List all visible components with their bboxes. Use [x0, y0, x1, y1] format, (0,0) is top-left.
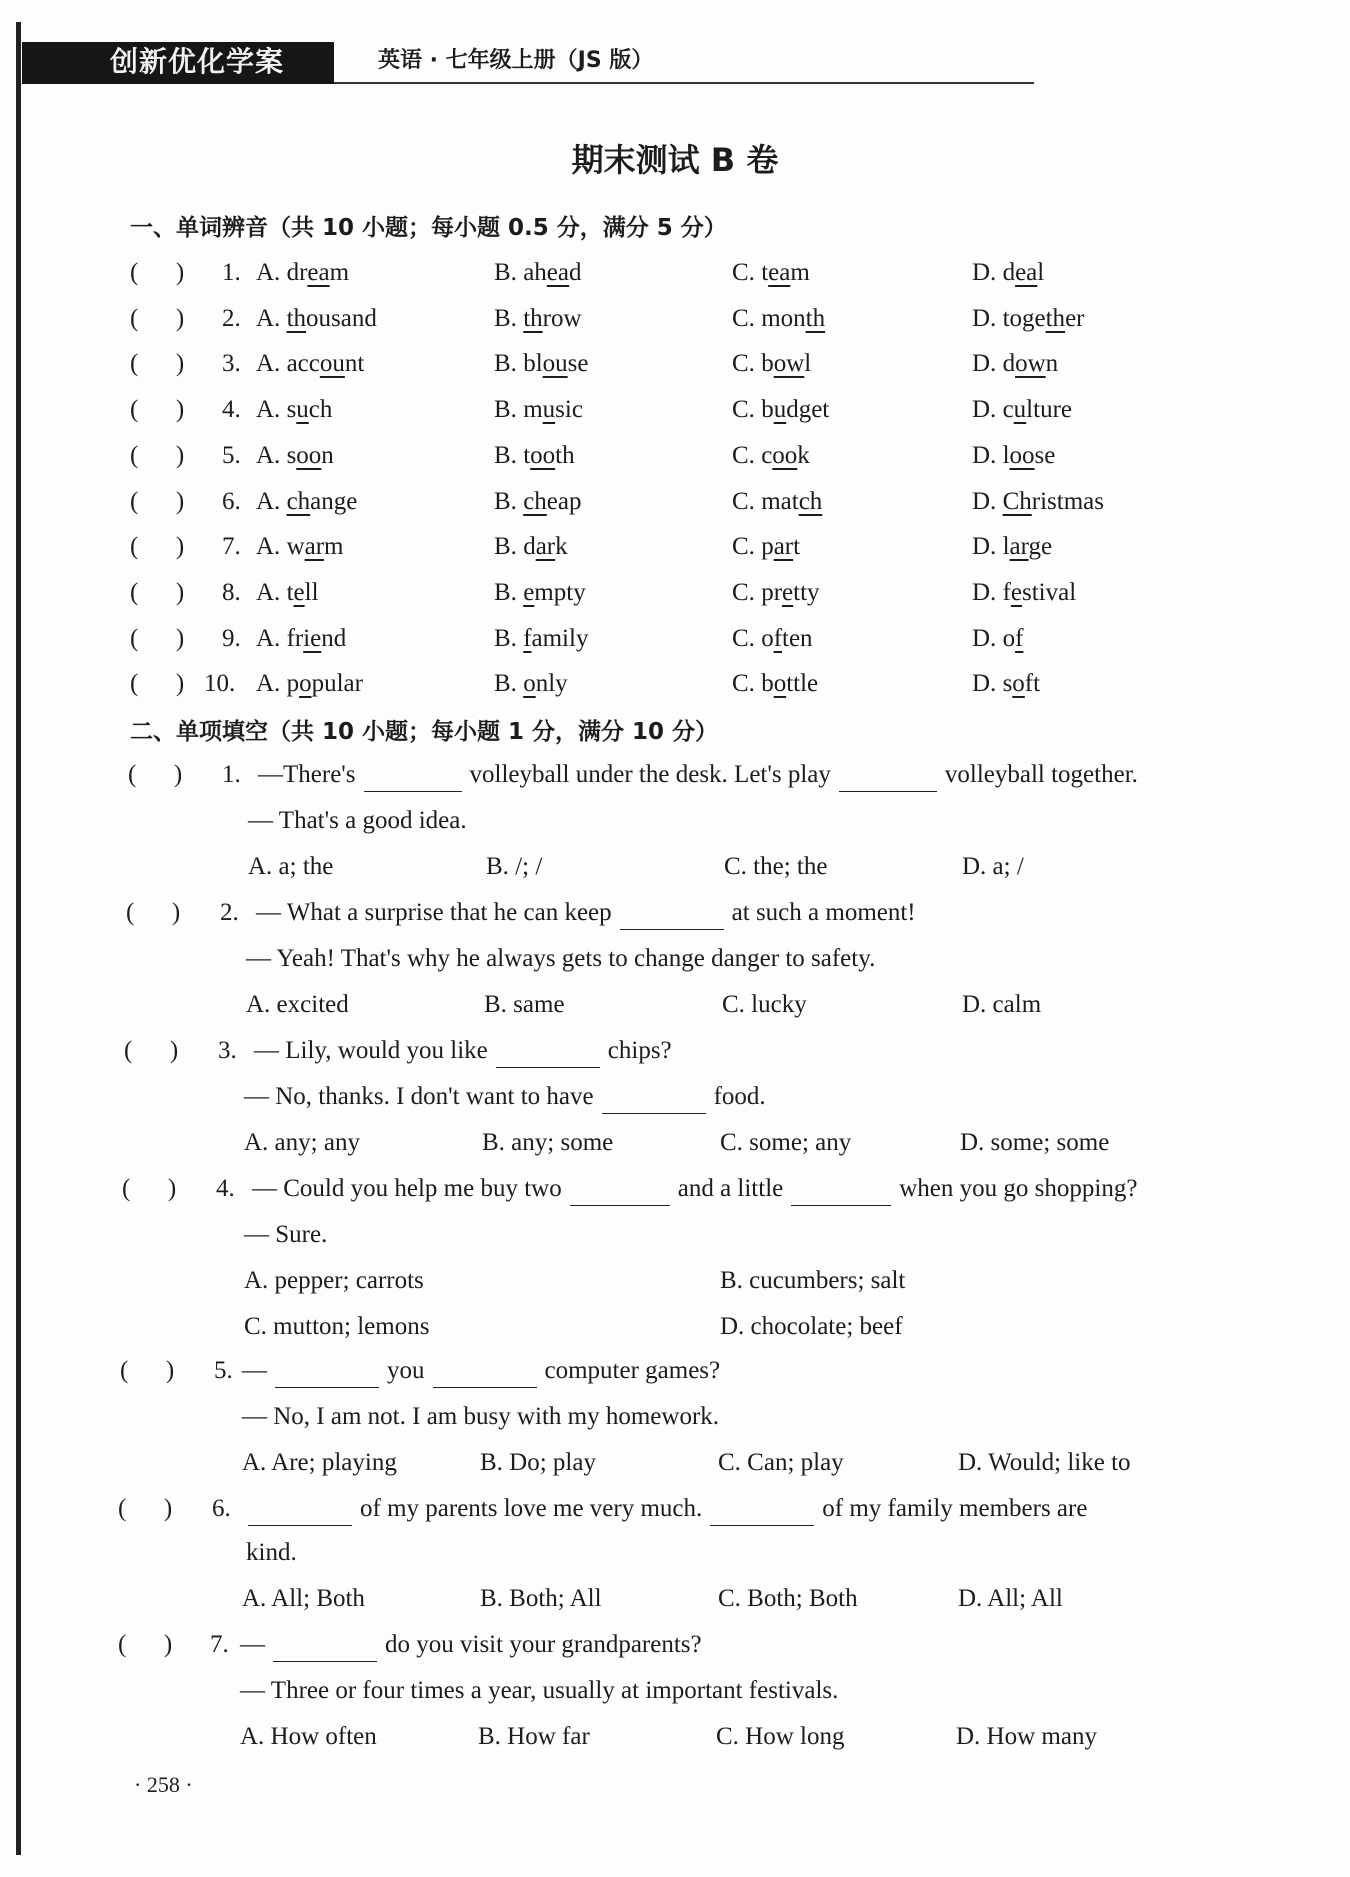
- option-pre: o: [761, 625, 774, 652]
- option-letter: B.: [494, 625, 524, 652]
- option-pre: dr: [286, 259, 308, 286]
- option-a[interactable]: A. All; Both: [242, 1585, 365, 1612]
- option-mark: oo: [1009, 442, 1035, 469]
- option-letter: C.: [732, 442, 762, 469]
- option-mark: ch: [798, 488, 823, 515]
- option-b[interactable]: B. same: [484, 991, 565, 1018]
- option-c[interactable]: C. How long: [716, 1723, 845, 1750]
- option-post: sic: [555, 396, 583, 423]
- option-b[interactable]: [494, 347, 588, 381]
- option-letter: D.: [972, 533, 1003, 560]
- option-d[interactable]: [972, 347, 1058, 381]
- blank[interactable]: [275, 1359, 379, 1388]
- q-stem: of my parents love me very much. of my family members are: [240, 1492, 1087, 1526]
- option-post: ousand: [306, 305, 377, 332]
- option-mark: ow: [773, 350, 805, 377]
- answer-paren[interactable]: ( ): [130, 533, 185, 560]
- q-reply: — Sure.: [244, 1221, 328, 1248]
- option-post: ch: [308, 396, 333, 423]
- option-a[interactable]: A. How often: [240, 1723, 377, 1750]
- answer-paren[interactable]: ( ): [118, 1495, 173, 1522]
- option-post: k: [555, 533, 568, 560]
- q-stem: — Lily, would you like chips?: [254, 1034, 672, 1068]
- book-title: 英语 · 七年级上册（JS 版）: [378, 48, 654, 73]
- option-mark: u: [296, 396, 309, 423]
- answer-paren[interactable]: ( ): [130, 350, 185, 377]
- option-post: eap: [546, 488, 582, 515]
- answer-paren[interactable]: ( ): [130, 396, 185, 423]
- blank[interactable]: [570, 1177, 670, 1206]
- option-mark: th: [286, 305, 307, 332]
- option-post: dget: [786, 396, 830, 423]
- option-a[interactable]: [256, 347, 364, 381]
- option-post: ft: [1024, 670, 1041, 697]
- option-letter: C.: [732, 259, 762, 286]
- option-c[interactable]: [732, 302, 825, 336]
- option-a[interactable]: A. excited: [246, 991, 349, 1018]
- option-mark: f: [523, 625, 532, 652]
- option-mark: e: [782, 579, 794, 606]
- option-letter: B.: [494, 396, 524, 423]
- option-post: l: [804, 350, 812, 377]
- option-pre: w: [286, 533, 305, 560]
- option-a[interactable]: [256, 302, 377, 336]
- option-b[interactable]: B. Both; All: [480, 1585, 602, 1612]
- option-mark: f: [773, 625, 783, 652]
- q-reply: — No, thanks. I don't want to have food.: [244, 1080, 766, 1114]
- option-pre: p: [761, 533, 774, 560]
- option-a[interactable]: A. a; the: [248, 853, 334, 880]
- option-letter: A.: [256, 625, 287, 652]
- item-number: 5.: [222, 442, 241, 469]
- option-d[interactable]: D. How many: [956, 1723, 1097, 1750]
- option-mark: oo: [296, 442, 322, 469]
- option-letter: A.: [256, 488, 287, 515]
- option-pre: t: [286, 579, 294, 606]
- option-mark: oo: [772, 442, 798, 469]
- option-pre: fr: [286, 625, 304, 652]
- option-post: d: [569, 259, 582, 286]
- option-b[interactable]: B. cucumbers; salt: [720, 1267, 906, 1294]
- option-mark: o: [299, 670, 312, 697]
- option-letter: D.: [972, 259, 1003, 286]
- option-pre: ah: [523, 259, 547, 286]
- option-pre: b: [761, 396, 774, 423]
- option-c[interactable]: [732, 347, 811, 381]
- item-number: 7.: [222, 533, 241, 560]
- answer-paren[interactable]: ( ): [130, 579, 185, 606]
- option-pre: acc: [286, 350, 320, 377]
- option-pre: d: [1002, 259, 1016, 286]
- option-post: pular: [311, 670, 363, 697]
- option-post: mpty: [534, 579, 586, 606]
- option-a[interactable]: [256, 485, 357, 519]
- header-rule: [334, 82, 1034, 84]
- option-mark: ar: [1009, 533, 1029, 560]
- option-letter: A.: [256, 670, 287, 697]
- option-post: m: [324, 533, 344, 560]
- blank[interactable]: [496, 1039, 600, 1068]
- option-b[interactable]: [494, 485, 582, 519]
- option-mark: ou: [542, 350, 568, 377]
- answer-paren[interactable]: ( ): [130, 488, 185, 515]
- option-d[interactable]: D. a; /: [962, 853, 1024, 880]
- option-d[interactable]: D. Would; like to: [958, 1449, 1131, 1476]
- option-d[interactable]: [972, 393, 1072, 427]
- page-number: · 258 ·: [134, 1772, 193, 1797]
- option-mark: oo: [530, 442, 556, 469]
- answer-paren[interactable]: ( ): [130, 259, 185, 286]
- q-reply: — No, I am not. I am busy with my homework.: [242, 1403, 720, 1430]
- answer-paren[interactable]: ( ): [120, 1357, 175, 1384]
- option-c[interactable]: [732, 576, 820, 610]
- option-pre: p: [286, 670, 300, 697]
- option-post: n: [321, 442, 334, 469]
- option-pre: f: [1002, 579, 1011, 606]
- option-pre: b: [761, 350, 774, 377]
- option-letter: B.: [494, 579, 524, 606]
- option-d[interactable]: [972, 667, 1040, 701]
- option-post: ristmas: [1031, 488, 1104, 515]
- option-letter: D.: [972, 625, 1003, 652]
- option-mark: e: [293, 579, 305, 606]
- option-pre: c: [1002, 396, 1014, 423]
- option-post: th: [555, 442, 575, 469]
- q-number: 2.: [220, 899, 239, 926]
- option-post: ll: [304, 579, 319, 606]
- option-pre: c: [761, 442, 773, 469]
- option-c[interactable]: C. some; any: [720, 1129, 852, 1156]
- answer-paren[interactable]: ( ): [130, 305, 185, 332]
- option-c[interactable]: C. the; the: [724, 853, 828, 880]
- answer-paren[interactable]: ( ): [130, 625, 185, 652]
- option-letter: D.: [972, 350, 1003, 377]
- item-number: 8.: [222, 579, 241, 606]
- q-number: 7.: [210, 1631, 229, 1658]
- item-number: 2.: [222, 305, 241, 332]
- option-letter: A.: [256, 533, 287, 560]
- option-c[interactable]: [732, 485, 822, 519]
- option-pre: t: [523, 442, 531, 469]
- option-pre: b: [761, 670, 774, 697]
- answer-paren[interactable]: ( ): [118, 1631, 173, 1658]
- option-letter: B.: [494, 670, 524, 697]
- option-letter: C.: [732, 579, 762, 606]
- option-a[interactable]: [256, 393, 332, 427]
- answer-paren[interactable]: ( ): [126, 899, 181, 926]
- blank[interactable]: [602, 1085, 706, 1114]
- option-mark: ou: [319, 350, 345, 377]
- option-letter: C.: [732, 305, 762, 332]
- option-c[interactable]: [732, 622, 813, 656]
- item-number: 6.: [222, 488, 241, 515]
- option-letter: C.: [732, 396, 762, 423]
- option-letter: A.: [256, 579, 287, 606]
- option-post: nt: [344, 350, 365, 377]
- option-d[interactable]: D. chocolate; beef: [720, 1313, 903, 1340]
- option-letter: A.: [256, 259, 287, 286]
- option-d[interactable]: [972, 439, 1055, 473]
- option-pre: d: [1002, 350, 1016, 377]
- option-a[interactable]: A. Are; playing: [242, 1449, 397, 1476]
- option-pre: m: [523, 396, 543, 423]
- option-d[interactable]: D. some; some: [960, 1129, 1110, 1156]
- option-pre: o: [1002, 625, 1016, 652]
- blank[interactable]: [433, 1359, 537, 1388]
- option-post: t: [793, 533, 801, 560]
- option-mark: th: [1045, 305, 1066, 332]
- answer-paren[interactable]: ( ): [130, 670, 185, 697]
- item-number: 9.: [222, 625, 241, 652]
- option-letter: A.: [256, 305, 287, 332]
- item-number: 1.: [222, 259, 241, 286]
- option-mark: ea: [546, 259, 569, 286]
- option-mark: f: [1015, 625, 1024, 652]
- option-post: n: [1045, 350, 1059, 377]
- option-post: m: [329, 259, 350, 286]
- option-pre: s: [286, 442, 297, 469]
- option-pre: bl: [523, 350, 543, 377]
- option-c[interactable]: [732, 439, 810, 473]
- item-number: 10.: [204, 670, 236, 697]
- option-letter: C.: [732, 625, 762, 652]
- option-a[interactable]: [256, 622, 346, 656]
- option-b[interactable]: [494, 302, 582, 336]
- option-d[interactable]: [972, 485, 1104, 519]
- option-letter: B.: [494, 259, 524, 286]
- option-b[interactable]: [494, 530, 568, 564]
- blank[interactable]: [791, 1177, 891, 1206]
- option-post: k: [797, 442, 810, 469]
- q-number: 5.: [214, 1357, 233, 1384]
- option-post: stival: [1022, 579, 1077, 606]
- option-pre: d: [523, 533, 536, 560]
- option-pre: l: [1002, 442, 1010, 469]
- option-mark: ar: [773, 533, 794, 560]
- option-mark: ar: [304, 533, 325, 560]
- option-mark: ea: [307, 259, 330, 286]
- option-d[interactable]: [972, 622, 1023, 656]
- q-reply: — Three or four times a year, usually at important festivals.: [240, 1677, 839, 1704]
- item-number: 4.: [222, 396, 241, 423]
- option-a[interactable]: A. any; any: [244, 1129, 360, 1156]
- option-pre: toge: [1002, 305, 1046, 332]
- option-letter: D.: [972, 442, 1003, 469]
- option-post: tty: [793, 579, 820, 606]
- option-letter: A.: [256, 442, 287, 469]
- blank[interactable]: [273, 1633, 377, 1662]
- option-mark: ea: [768, 259, 791, 286]
- q-stem-continued: kind.: [246, 1539, 297, 1566]
- option-pre: pr: [761, 579, 783, 606]
- option-b[interactable]: B. Do; play: [480, 1449, 596, 1476]
- option-mark: ie: [303, 625, 322, 652]
- option-post: lture: [1026, 396, 1072, 423]
- answer-paren[interactable]: ( ): [124, 1037, 179, 1064]
- option-mark: ow: [1015, 350, 1046, 377]
- option-c[interactable]: C. Can; play: [718, 1449, 844, 1476]
- option-letter: B.: [494, 350, 524, 377]
- q-stem: — you computer games?: [242, 1354, 720, 1388]
- option-mark: ea: [1015, 259, 1038, 286]
- option-mark: e: [523, 579, 535, 606]
- option-b[interactable]: [494, 667, 568, 701]
- option-letter: D.: [972, 396, 1003, 423]
- q-number: 4.: [216, 1175, 235, 1202]
- option-pre: s: [286, 396, 297, 423]
- option-letter: B.: [494, 305, 524, 332]
- option-post: se: [567, 350, 589, 377]
- option-pre: l: [1002, 533, 1010, 560]
- option-c[interactable]: [732, 667, 818, 701]
- option-b[interactable]: B. any; some: [482, 1129, 614, 1156]
- option-b[interactable]: [494, 622, 588, 656]
- option-a[interactable]: A. pepper; carrots: [244, 1267, 424, 1294]
- option-c[interactable]: C. Both; Both: [718, 1585, 858, 1612]
- q-reply: — That's a good idea.: [248, 807, 467, 834]
- option-mark: o: [523, 670, 536, 697]
- option-mark: o: [773, 670, 787, 697]
- option-d[interactable]: [972, 302, 1084, 336]
- answer-paren[interactable]: ( ): [128, 761, 183, 788]
- option-b[interactable]: [494, 393, 583, 427]
- option-letter: C.: [732, 350, 762, 377]
- option-post: ange: [310, 488, 358, 515]
- blank[interactable]: [710, 1497, 814, 1526]
- option-pre: mat: [761, 488, 799, 515]
- option-letter: D.: [972, 305, 1003, 332]
- option-b[interactable]: [494, 439, 575, 473]
- option-a[interactable]: [256, 530, 344, 564]
- option-letter: C.: [732, 670, 762, 697]
- option-c[interactable]: C. mutton; lemons: [244, 1313, 430, 1340]
- q-stem: — do you visit your grandparents?: [240, 1628, 702, 1662]
- item-number: 3.: [222, 350, 241, 377]
- option-mark: th: [805, 305, 826, 332]
- option-pre: mon: [761, 305, 806, 332]
- q-number: 1.: [222, 761, 241, 788]
- blank[interactable]: [248, 1497, 352, 1526]
- option-a[interactable]: [256, 667, 363, 701]
- option-c[interactable]: [732, 530, 800, 564]
- blank[interactable]: [620, 901, 724, 930]
- q-reply: — Yeah! That's why he always gets to change danger to safety.: [246, 945, 876, 972]
- option-mark: ch: [523, 488, 547, 515]
- q-number: 6.: [212, 1495, 231, 1522]
- option-mark: o: [1012, 670, 1025, 697]
- option-letter: C.: [732, 533, 762, 560]
- q-stem: —There's volleyball under the desk. Let's play volleyball together.: [258, 758, 1138, 792]
- option-b[interactable]: [494, 256, 582, 290]
- option-post: l: [1037, 259, 1045, 286]
- option-letter: C.: [732, 488, 762, 515]
- answer-paren[interactable]: ( ): [130, 442, 185, 469]
- option-letter: D.: [972, 579, 1003, 606]
- answer-paren[interactable]: ( ): [122, 1175, 177, 1202]
- option-mark: th: [523, 305, 543, 332]
- option-pre: t: [761, 259, 769, 286]
- option-letter: A.: [256, 396, 287, 423]
- option-post: ten: [782, 625, 813, 652]
- option-mark: u: [542, 396, 556, 423]
- option-post: ttle: [786, 670, 819, 697]
- option-d[interactable]: D. All; All: [958, 1585, 1063, 1612]
- option-c[interactable]: C. lucky: [722, 991, 807, 1018]
- q-stem: — What a surprise that he can keep at such a moment!: [256, 896, 916, 930]
- option-letter: A.: [256, 350, 287, 377]
- binding-spine: [16, 22, 21, 1855]
- option-d[interactable]: D. calm: [962, 991, 1042, 1018]
- q-stem: — Could you help me buy two and a little when you go shopping?: [252, 1172, 1137, 1206]
- option-d[interactable]: [972, 256, 1044, 290]
- option-c[interactable]: [732, 256, 810, 290]
- section2-heading: 二、单项填空（共 10 小题；每小题 1 分，满分 10 分）: [130, 719, 719, 745]
- option-b[interactable]: B. /; /: [486, 853, 543, 880]
- option-b[interactable]: B. How far: [478, 1723, 590, 1750]
- option-mark: u: [1013, 396, 1027, 423]
- option-a[interactable]: [256, 256, 349, 290]
- option-a[interactable]: [256, 439, 334, 473]
- option-a[interactable]: [256, 576, 319, 610]
- section1-heading: 一、单词辨音（共 10 小题；每小题 0.5 分，满分 5 分）: [130, 215, 727, 241]
- option-c[interactable]: [732, 393, 829, 427]
- exam-title: 期末测试 B 卷: [571, 141, 779, 179]
- option-d[interactable]: [972, 576, 1076, 610]
- option-letter: D.: [972, 488, 1003, 515]
- option-letter: D.: [972, 670, 1003, 697]
- option-post: se: [1034, 442, 1056, 469]
- option-post: nd: [321, 625, 347, 652]
- option-mark: u: [773, 396, 787, 423]
- option-mark: e: [1010, 579, 1022, 606]
- blank[interactable]: [364, 763, 462, 792]
- option-post: amily: [531, 625, 589, 652]
- option-b[interactable]: [494, 576, 586, 610]
- q-number: 3.: [218, 1037, 237, 1064]
- brand-logo: 创新优化学案: [110, 45, 285, 78]
- option-pre: s: [1002, 670, 1013, 697]
- option-letter: B.: [494, 533, 524, 560]
- option-letter: B.: [494, 488, 524, 515]
- option-letter: B.: [494, 442, 524, 469]
- option-post: m: [790, 259, 810, 286]
- option-mark: ch: [286, 488, 311, 515]
- option-post: row: [542, 305, 582, 332]
- option-post: er: [1065, 305, 1085, 332]
- option-mark: Ch: [1002, 488, 1032, 515]
- option-post: ge: [1028, 533, 1053, 560]
- blank[interactable]: [839, 763, 937, 792]
- option-d[interactable]: [972, 530, 1052, 564]
- option-mark: ar: [535, 533, 556, 560]
- option-post: nly: [535, 670, 568, 697]
